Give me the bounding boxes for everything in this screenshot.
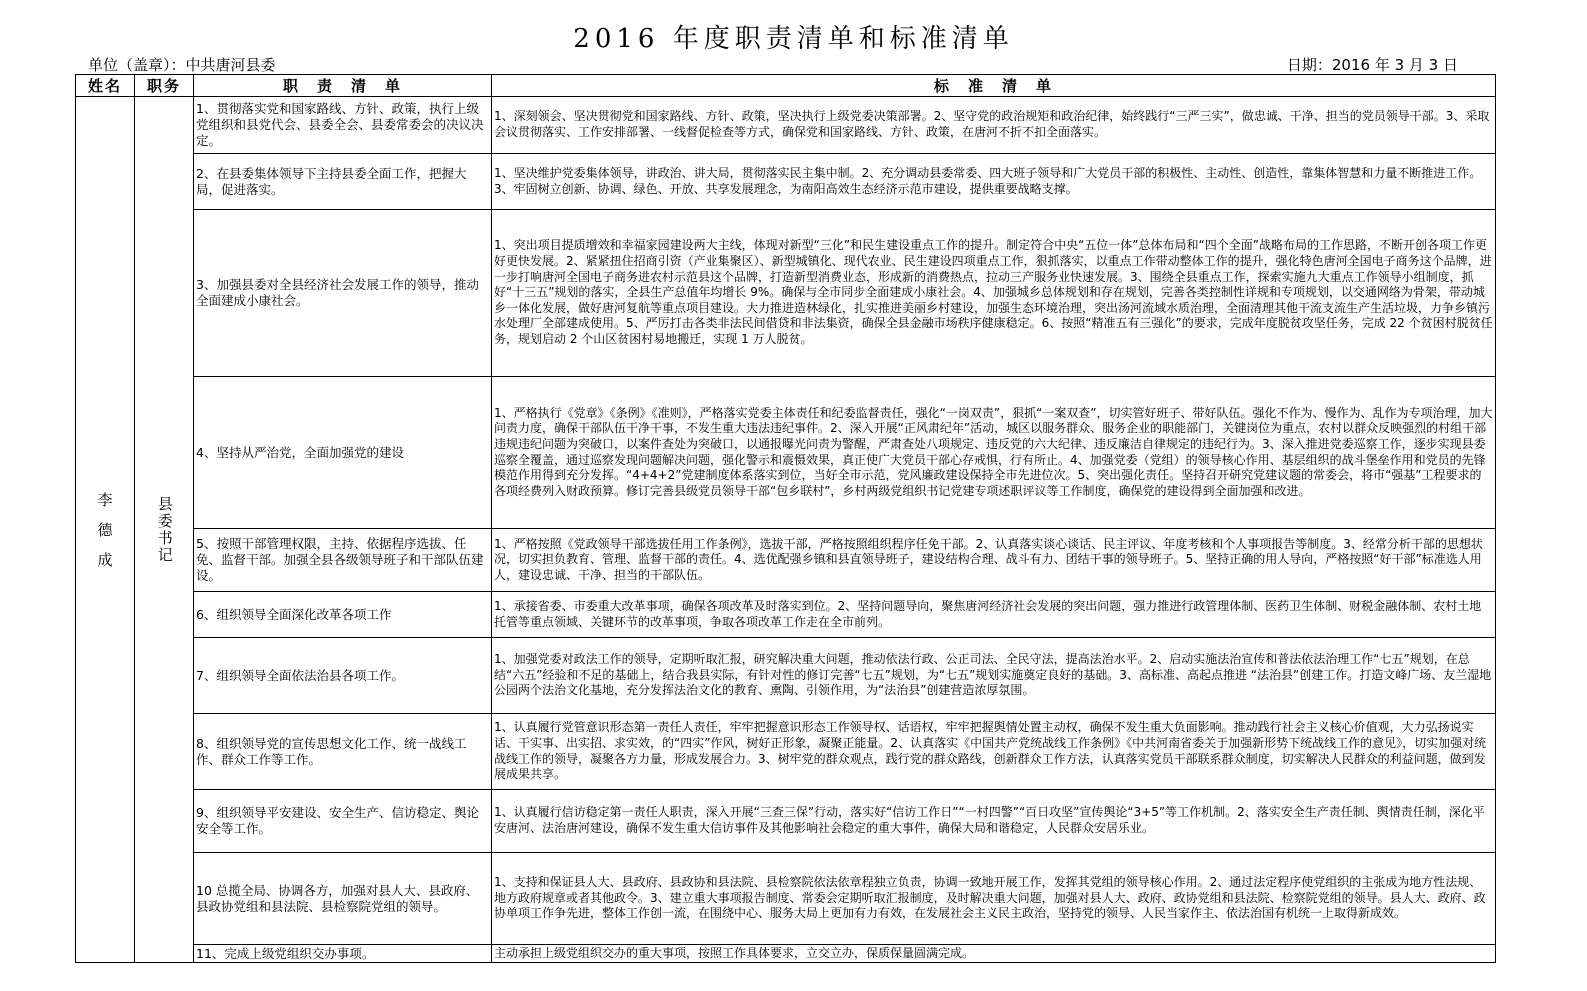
table-row [76,377,1496,529]
document-title: 2016 年度职责清单和标准清单 [573,24,1014,54]
person-role-cell [135,97,194,963]
standard-cell: 1、严格执行《党章》《条例》《准则》，严格落实党委主体责任和纪委监督责任，强化“一岗双责”，狠抓“一案双查”，切实管好班子、带好队伍。强化不作为、慢作为、乱作为专项治理，加大问责力度，确保干部队伍干净干事，不发生重大违法违纪事件。2、深入开展“正风肃纪年”活动，城区以服务群众、服务企业的职能部门，关键岗位为重点，农村以群众反映强烈的村组干部违规违纪问题为突破口，以案件查处为突破口，以通报曝光问责为警醒，严肃查处八项规定、违反党的六大纪律、违反廉洁自律规定的违纪行为。3、深入推进党委巡察工作，逐步实现县委巡察全覆盖，通过巡察发现问题解决问题，强化警示和震慑效果，真正使广大党员干部心存戒惧，行有所止。4、加强党委（党组）的领导核心作用、基层组织的战斗堡垒作用和党员的先锋模范作用得到充分发挥。“4+4+2”党建制度体系落实到位，当好全市示范，党风廉政建设保持全市先进位次。5、突出强化责任。坚持召开研究党建议题的常委会，将市“强基”工程要求的各项经费列入财政预算。修订完善县级党员领导干部“包乡联村”，乡村两级党组织书记党建专项述职评议等工作制度，确保党的建设得到全面加强和改进。 [492,377,1496,529]
unit-label: 单位（盖章）：中共唐河县委 [88,56,276,74]
header-name: 姓名 [76,75,135,97]
standard-cell: 1、认真履行党管意识形态第一责任人责任，牢牢把握意识形态工作领导权、话语权，牢牢把握舆情处置主动权，确保不发生重大负面影响。推动践行社会主义核心价值观，大力弘扬说实话、干实事、出实招、求实效，的“四实”作风，树好正形象，凝聚正能量。2、认真落实《中国共产党统战线工作条例》《中共河南省委关于加强新形势下统战线工作的意见》，切实加强对统战线工作的领导，凝聚各方力量，形成发展合力。3、树牢党的群众观点，践行党的群众路线，创新群众工作方法，认真落实党员干部联系群众制度，切实解决人民群众的利益问题，做到发展成果共享。 [492,714,1496,790]
table-row [76,154,1496,210]
header-duty: 职 责 清 单 [194,75,492,97]
table-row [76,638,1496,714]
duty-cell: 3、加强县委对全县经济社会发展工作的领导，推动全面建成小康社会。 [194,210,492,377]
standard-cell: 主动承担上级党组织交办的重大事项，按照工作具体要求，立交立办，保质保量圆满完成。 [492,945,1496,963]
table-row [76,945,1496,963]
table-row [76,790,1496,853]
duty-cell: 2、在县委集体领导下主持县委全面工作，把握大局，促进落实。 [194,154,492,210]
person-role: 县委书记 [155,495,174,564]
duty-cell: 4、坚持从严治党，全面加强党的建设 [194,377,492,529]
table-row [76,529,1496,592]
standard-cell: 1、支持和保证县人大、县政府、县政协和县法院、县检察院依法依章程独立负责，协调一致地开展工作，发挥其党组的领导核心作用。2、通过法定程序使党组织的主张成为地方性法规、地方政府规章或者其他政令。3、建立重大事项报告制度、常委会定期听取汇报制度，及时解决重大问题，加强对县人大、政府、政协党组和县法院、检察院党组的领导。县人大、政府、政协单项工作争先进，整体工作创一流，在围绕中心、服务大局上更加有力有效，在发展社会主义民主政治，坚持党的领导、人民当家作主、依法治国有机统一上取得新成效。 [492,853,1496,945]
person-name-char: 德 [97,520,113,539]
header-standard: 标 准 清 单 [492,75,1496,97]
table-row [76,210,1496,377]
person-name-char: 李 [97,490,113,509]
duty-cell: 9、组织领导平安建设、安全生产、信访稳定、舆论安全等工作。 [194,790,492,853]
table-header-row [76,75,1496,97]
person-name-char: 成 [97,550,113,569]
duty-standard-table [75,74,1496,963]
duty-cell: 6、组织领导全面深化改革各项工作 [194,592,492,638]
duty-cell: 5、按照干部管理权限，主持、依据程序选拔、任免、监督干部。加强全县各级领导班子和干部队伍建设。 [194,529,492,592]
meta-line [84,54,1496,74]
table-row [76,592,1496,638]
standard-cell: 1、加强党委对政法工作的领导，定期听取汇报，研究解决重大问题，推动依法行政、公正司法、全民守法，提高法治水平。2、启动实施法治宣传和普法依法治理工作“七五”规划，在总结“六五”经验和不足的基础上，结合我县实际，有针对性的修订完善“七五”规划，为“七五”规划实施奠定良好的基础。3、高标准、高起点推进 “法治县”创建工作。打造文峰广场、友兰湿地公园两个法治文化基地，充分发挥法治文化的教育、熏陶、引领作用，为“法治县”创建营造浓厚氛围。 [492,638,1496,714]
table-row [76,853,1496,945]
standard-cell: 1、承接省委、市委重大改革事项，确保各项改革及时落实到位。2、坚持问题导向，聚焦唐河经济社会发展的突出问题，强力推进行政管理体制、医药卫生体制、财税金融体制、农村土地托管等重点领域、关键环节的改革事项，争取各项改革工作走在全市前列。 [492,592,1496,638]
duty-cell: 7、组织领导全面依法治县各项工作。 [194,638,492,714]
duty-cell: 8、组织领导党的宣传思想文化工作、统一战线工作、群众工作等工作。 [194,714,492,790]
duty-cell: 10 总揽全局、协调各方，加强对县人大、县政府、县政协党组和县法院、县检察院党组的领导。 [194,853,492,945]
table-row [76,97,1496,154]
duty-cell: 1、贯彻落实党和国家路线、方针、政策，执行上级党组织和县党代会、县委全会、县委常委会的决议决定。 [194,97,492,154]
standard-cell: 1、严格按照《党政领导干部选拔任用工作条例》，选拔干部，严格按照组织程序任免干部。2、认真落实谈心谈话、民主评议、年度考核和个人事项报告等制度。3、经常分析干部的思想状况，切实担负教育、管理、监督干部的责任。4、选优配强乡镇和县直领导班子，建设结构合理、战斗有力、团结干事的领导班子。5、坚持正确的用人导向，严格按照“好干部”标准选人用人，建设忠诚、干净、担当的干部队伍。 [492,529,1496,592]
header-role: 职务 [135,75,194,97]
standard-cell: 1、坚决维护党委集体领导，讲政治、讲大局，贯彻落实民主集中制。2、充分调动县委常委、四大班子领导和广大党员干部的积极性、主动性、创造性，靠集体智慧和力量不断推进工作。3、牢固树立创新、协调、绿色、开放、共享发展理念，为南阳高效生态经济示范市建设，提供重要战略支撑。 [492,154,1496,210]
person-name-cell [76,97,135,963]
table-row [76,714,1496,790]
standard-cell: 1、深刻领会、坚决贯彻党和国家路线、方针、政策，坚决执行上级党委决策部署。2、坚守党的政治规矩和政治纪律，始终践行“三严三实”，做忠诚、干净、担当的党员领导干部。3、采取会议贯彻落实、工作安排部署、一线督促检查等方式，确保党和国家路线、方针、政策，在唐河不折不扣全面落实。 [492,97,1496,154]
duty-cell: 11、完成上级党组织交办事项。 [194,945,492,963]
standard-cell: 1、突出项目提质增效和幸福家园建设两大主线，体现对新型“三化”和民生建设重点工作的提升。制定符合中央“五位一体”总体布局和“四个全面”战略布局的工作思路，不断开创各项工作更好更快发展。2、紧紧扭住招商引资（产业集聚区）、新型城镇化、现代农业、民生建设四项重点工作，狠抓落实，以重点工作带动整体工作的提升，强化特色唐河全国电子商务这个品牌，进一步打响唐河全国电子商务进农村示范县这个品牌，打造新型消费业态，形成新的消费热点，拉动三产服务业快速发展。3、围绕全县重点工作，探索实施九大重点工作领导小组制度，抓好“十三五”规划的落实，全县生产总值年均增长 9%。确保与全市同步全面建成小康社会。4、加强城乡总体规划和存在规划，完善各类控制性详规和专项规划，以交通网络为骨架，带动城乡一体化发展，做好唐河复航等重点项目建设。大力推进造林绿化，扎实推进美丽乡村建设，加强生态环境治理，突出汤河流域水质治理，全面清理其他干流支流生产生活垃圾，力争乡镇污水处理厂全部建成使用。5、严厉打击各类非法民间借贷和非法集资，确保全县金融市场秩序健康稳定。6、按照“精准五有三强化”的要求，完成年度脱贫攻坚任务，完成 22 个贫困村脱贫任务，规划启动 2 个山区贫困村易地搬迁，实现 1 万人脱贫。 [492,210,1496,377]
standard-cell: 1、认真履行信访稳定第一责任人职责，深入开展“三查三保”行动，落实好“信访工作日”“一村四警”“百日攻坚”宣传舆论“3+5”等工作机制。2、落实安全生产责任制、舆情责任制，深化平安唐河、法治唐河建设，确保不发生重大信访事件及其他影响社会稳定的重大事件，确保大局和谐稳定，人民群众安居乐业。 [492,790,1496,853]
date-label: 日期：2016 年 3 月 3 日 [1286,56,1458,74]
